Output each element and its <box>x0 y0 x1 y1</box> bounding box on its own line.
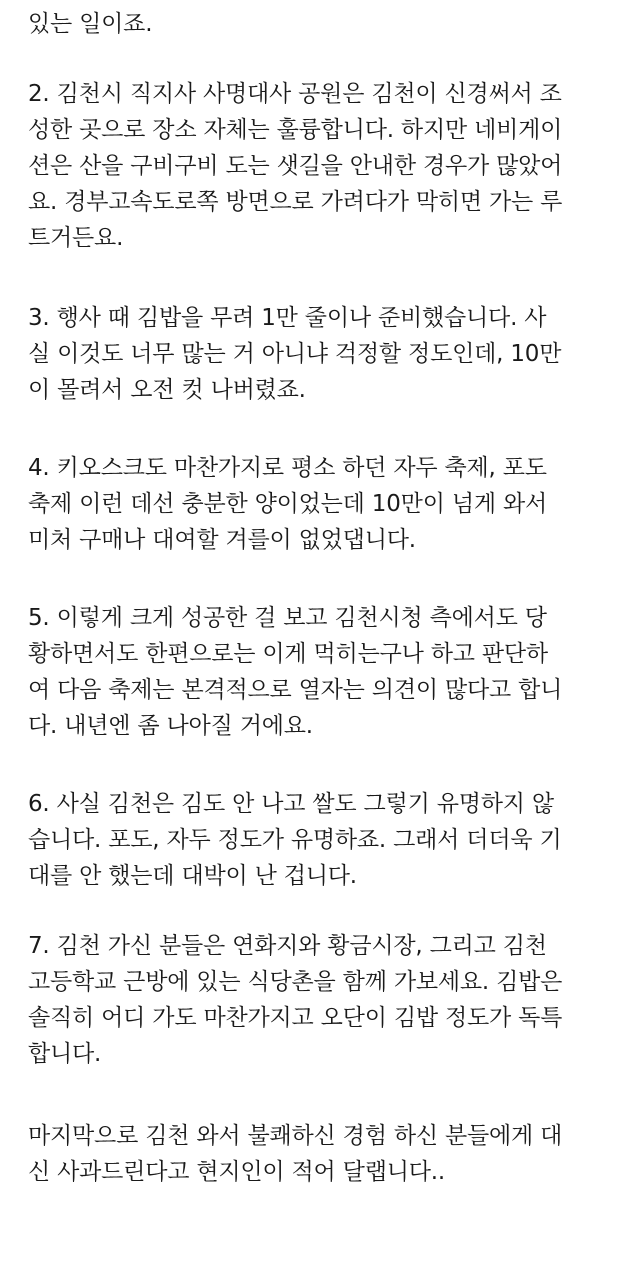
text-line: 요. 경부고속도로쪽 방면으로 가려다가 막히면 가는 루 <box>28 189 563 215</box>
text-line: 4. 키오스크도 마찬가지로 평소 하던 자두 축제, 포도 <box>28 455 547 481</box>
text-line: 실 이것도 너무 많는 거 아니냐 걱정할 정도인데, 10만 <box>28 341 562 367</box>
text-line: 이 몰려서 오전 컷 나버렸죠. <box>28 377 306 403</box>
paragraph-item-7 <box>28 928 628 1072</box>
text-line: 5. 이렇게 크게 성공한 걸 보고 김천시청 측에서도 당 <box>28 605 547 631</box>
text-line: 션은 산을 구비구비 도는 샛길을 안내한 경우가 많았어 <box>28 153 563 179</box>
paragraph-closing <box>28 1118 628 1190</box>
text-line: 6. 사실 김천은 김도 안 나고 쌀도 그렇기 유명하지 않 <box>28 791 554 817</box>
text-line: 다. 내년엔 좀 나아질 거에요. <box>28 713 313 739</box>
text-line: 성한 곳으로 장소 자체는 훌륭합니다. 하지만 네비게이 <box>28 117 563 143</box>
text-line: 고등학교 근방에 있는 식당촌을 함께 가보세요. 김밥은 <box>28 969 563 995</box>
text-line: 미처 구매나 대여할 겨를이 없었댑니다. <box>28 527 416 553</box>
text-line: 습니다. 포도, 자두 정도가 유명하죠. 그래서 더더욱 기 <box>28 827 562 853</box>
paragraph-item-3 <box>28 300 628 408</box>
text-line: 대를 안 했는데 대박이 난 겁니다. <box>28 863 357 889</box>
text-line: 있는 일이죠. <box>28 11 153 37</box>
paragraph-item-4 <box>28 450 628 558</box>
paragraph-item-2 <box>28 76 628 256</box>
text-line: 여 다음 축제는 본격적으로 열자는 의견이 많다고 합니 <box>28 677 563 703</box>
text-line: 트거든요. <box>28 225 124 251</box>
text-line: 마지막으로 김천 와서 불쾌하신 경험 하신 분들에게 대 <box>28 1123 563 1149</box>
paragraph-item-5 <box>28 600 628 744</box>
text-line: 3. 행사 때 김밥을 무려 1만 줄이나 준비했습니다. 사 <box>28 305 547 331</box>
text-line: 신 사과드린다고 현지인이 적어 달랩니다.. <box>28 1159 445 1185</box>
text-line: 7. 김천 가신 분들은 연화지와 황금시장, 그리고 김천 <box>28 933 547 959</box>
paragraph-item-6 <box>28 786 628 894</box>
paragraph-intro-tail <box>28 6 628 42</box>
text-line: 솔직히 어디 가도 마찬가지고 오단이 김밥 정도가 독특 <box>28 1005 563 1031</box>
text-line: 황하면서도 한편으로는 이게 먹히는구나 하고 판단하 <box>28 641 548 667</box>
text-line: 축제 이런 데선 충분한 양이었는데 10만이 넘게 와서 <box>28 491 548 517</box>
text-line: 합니다. <box>28 1041 102 1067</box>
text-line: 2. 김천시 직지사 사명대사 공원은 김천이 신경써서 조 <box>28 81 562 107</box>
